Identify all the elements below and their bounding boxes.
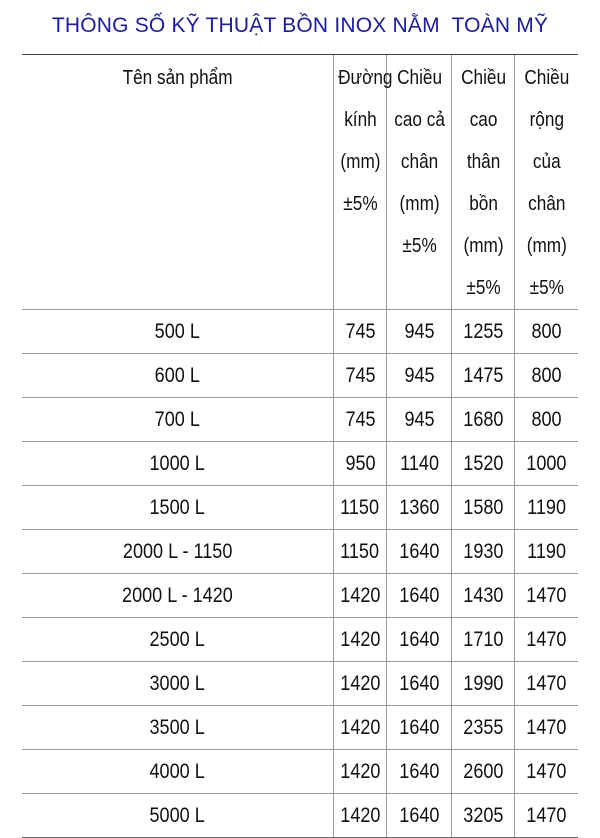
- page-title: THÔNG SỐ KỸ THUẬT BỒN INOX NẰM TOÀN MỸ: [51, 14, 549, 37]
- cell-text: 3500 L: [149, 715, 206, 739]
- cell-text: 1420: [339, 671, 381, 695]
- cell-text: 1680: [463, 407, 504, 431]
- cell-product-name: [22, 354, 334, 398]
- cell-text: 945: [404, 319, 435, 343]
- table-row: [22, 354, 578, 398]
- cell-diameter: [334, 706, 387, 750]
- cell-total-height: [387, 398, 452, 442]
- table-row: [22, 442, 578, 486]
- cell-text: 1640: [399, 583, 440, 607]
- cell-diameter: [334, 530, 387, 574]
- cell-body-height: [452, 442, 515, 486]
- cell-text: 1580: [463, 495, 504, 519]
- cell-total-height: [387, 794, 452, 838]
- cell-text: 3000 L: [149, 671, 206, 695]
- cell-product-name: [22, 442, 334, 486]
- cell-text: 945: [404, 363, 435, 387]
- cell-text: 745: [344, 319, 376, 343]
- cell-text: 1470: [526, 671, 567, 695]
- cell-text: 945: [404, 407, 435, 431]
- cell-text: 1470: [526, 715, 567, 739]
- cell-text: 2355: [463, 715, 504, 739]
- cell-leg-width: [515, 750, 578, 794]
- cell-leg-width: [515, 574, 578, 618]
- cell-product-name: [22, 530, 334, 574]
- cell-text: 2000 L - 1150: [122, 539, 233, 563]
- header-line: Chiều: [396, 67, 442, 89]
- cell-text: 1190: [527, 539, 567, 563]
- header-line: ±5%: [466, 277, 501, 299]
- cell-text: 500 L: [154, 319, 201, 343]
- cell-leg-width: [515, 354, 578, 398]
- cell-text: 1640: [399, 671, 440, 695]
- header-line: kính: [343, 109, 377, 131]
- header-line: bồn (mm): [463, 193, 504, 257]
- cell-diameter: [334, 750, 387, 794]
- cell-body-height: [452, 310, 515, 354]
- header-line: rộng của: [529, 109, 564, 173]
- cell-text: 1640: [399, 539, 440, 563]
- header-line: (mm): [399, 193, 440, 215]
- cell-total-height: [387, 618, 452, 662]
- cell-total-height: [387, 530, 452, 574]
- cell-text: 1470: [526, 759, 567, 783]
- cell-text: 1420: [339, 759, 381, 783]
- cell-text: 1420: [339, 715, 381, 739]
- cell-diameter: [334, 618, 387, 662]
- table-row: [22, 398, 578, 442]
- cell-diameter: [334, 662, 387, 706]
- cell-text: 5000 L: [149, 803, 206, 827]
- table-row: [22, 618, 578, 662]
- cell-leg-width: [515, 442, 578, 486]
- header-line: (mm): [526, 235, 567, 257]
- cell-text: 1475: [463, 363, 504, 387]
- cell-leg-width: [515, 530, 578, 574]
- cell-text: 1640: [399, 715, 440, 739]
- cell-body-height: [452, 486, 515, 530]
- cell-text: 1255: [463, 319, 504, 343]
- cell-diameter: [334, 794, 387, 838]
- cell-text: 1150: [340, 539, 380, 563]
- cell-text: 1640: [399, 759, 440, 783]
- cell-text: 1000: [526, 451, 567, 475]
- cell-total-height: [387, 706, 452, 750]
- cell-text: 1150: [340, 495, 380, 519]
- cell-text: 4000 L: [149, 759, 206, 783]
- cell-text: 1360: [399, 495, 440, 519]
- cell-text: 745: [344, 363, 376, 387]
- table-row: [22, 310, 578, 354]
- header-line: (mm): [340, 151, 381, 173]
- cell-leg-width: [515, 706, 578, 750]
- header-line: cao thân: [466, 109, 501, 173]
- header-line: ±5%: [401, 235, 437, 257]
- cell-product-name: [22, 794, 334, 838]
- cell-total-height: [387, 662, 452, 706]
- cell-text: 1420: [339, 803, 381, 827]
- header-total-height: [391, 55, 447, 310]
- cell-leg-width: [515, 618, 578, 662]
- table-row: [22, 706, 578, 750]
- cell-leg-width: [515, 662, 578, 706]
- cell-text: 3205: [463, 803, 504, 827]
- cell-text: 1990: [463, 671, 504, 695]
- cell-product-name: [22, 706, 334, 750]
- cell-text: 1710: [463, 627, 504, 651]
- cell-body-height: [452, 618, 515, 662]
- cell-diameter: [334, 574, 387, 618]
- cell-body-height: [452, 354, 515, 398]
- header-line: Chiều: [524, 67, 570, 89]
- cell-text: 600 L: [154, 363, 201, 387]
- header-line: Chiều: [460, 67, 506, 89]
- cell-text: 1500 L: [149, 495, 206, 519]
- header-leg-width: [519, 55, 573, 310]
- cell-product-name: [22, 310, 334, 354]
- header-line: chân: [400, 151, 438, 173]
- cell-product-name: [22, 574, 334, 618]
- table-body: [22, 310, 578, 838]
- header-line: Đường: [337, 67, 393, 89]
- cell-body-height: [452, 662, 515, 706]
- cell-text: 1640: [399, 803, 440, 827]
- cell-diameter: [334, 310, 387, 354]
- cell-leg-width: [515, 486, 578, 530]
- cell-total-height: [387, 354, 452, 398]
- table-row: [22, 486, 578, 530]
- cell-total-height: [387, 442, 452, 486]
- cell-text: 2500 L: [149, 627, 206, 651]
- cell-text: 1470: [526, 583, 567, 607]
- cell-text: 1000 L: [149, 451, 206, 475]
- cell-body-height: [452, 530, 515, 574]
- cell-text: 1640: [399, 627, 440, 651]
- cell-body-height: [452, 574, 515, 618]
- header-line: Tên sản phẩm: [122, 67, 233, 89]
- cell-diameter: [334, 486, 387, 530]
- cell-text: 950: [344, 451, 376, 475]
- cell-diameter: [334, 442, 387, 486]
- cell-leg-width: [515, 310, 578, 354]
- cell-text: 800: [531, 319, 562, 343]
- cell-leg-width: [515, 398, 578, 442]
- header-line: cao cả: [393, 109, 445, 131]
- header-line: ±5%: [529, 277, 564, 299]
- header-body-height: [456, 55, 510, 310]
- cell-leg-width: [515, 794, 578, 838]
- cell-text: 1430: [463, 583, 504, 607]
- cell-body-height: [452, 750, 515, 794]
- cell-text: 1520: [463, 451, 504, 475]
- cell-text: 1140: [399, 451, 439, 475]
- header-product-name: [44, 55, 312, 310]
- cell-diameter: [334, 398, 387, 442]
- cell-text: 1470: [526, 627, 567, 651]
- cell-text: 745: [344, 407, 376, 431]
- cell-body-height: [452, 794, 515, 838]
- cell-product-name: [22, 750, 334, 794]
- table-row: [22, 794, 578, 838]
- header-line: chân: [527, 193, 566, 215]
- cell-total-height: [387, 486, 452, 530]
- header-diameter: [337, 55, 393, 310]
- spec-table: [22, 54, 578, 838]
- cell-product-name: [22, 662, 334, 706]
- cell-text: 2600: [463, 759, 504, 783]
- header-line: ±5%: [342, 193, 378, 215]
- table-row: [22, 662, 578, 706]
- cell-text: 800: [531, 407, 562, 431]
- cell-total-height: [387, 750, 452, 794]
- table-row: [22, 574, 578, 618]
- cell-text: 1470: [526, 803, 567, 827]
- table-row: [22, 750, 578, 794]
- cell-text: 2000 L - 1420: [122, 583, 233, 607]
- table-row: [22, 530, 578, 574]
- cell-text: 1420: [339, 627, 381, 651]
- cell-total-height: [387, 574, 452, 618]
- cell-body-height: [452, 398, 515, 442]
- cell-product-name: [22, 486, 334, 530]
- cell-product-name: [22, 398, 334, 442]
- cell-text: 1190: [527, 495, 567, 519]
- cell-body-height: [452, 706, 515, 750]
- cell-text: 700 L: [154, 407, 201, 431]
- table-header-row: [22, 55, 578, 310]
- cell-text: 800: [531, 363, 562, 387]
- cell-total-height: [387, 310, 452, 354]
- cell-product-name: [22, 618, 334, 662]
- cell-text: 1420: [339, 583, 381, 607]
- cell-text: 1930: [463, 539, 504, 563]
- cell-diameter: [334, 354, 387, 398]
